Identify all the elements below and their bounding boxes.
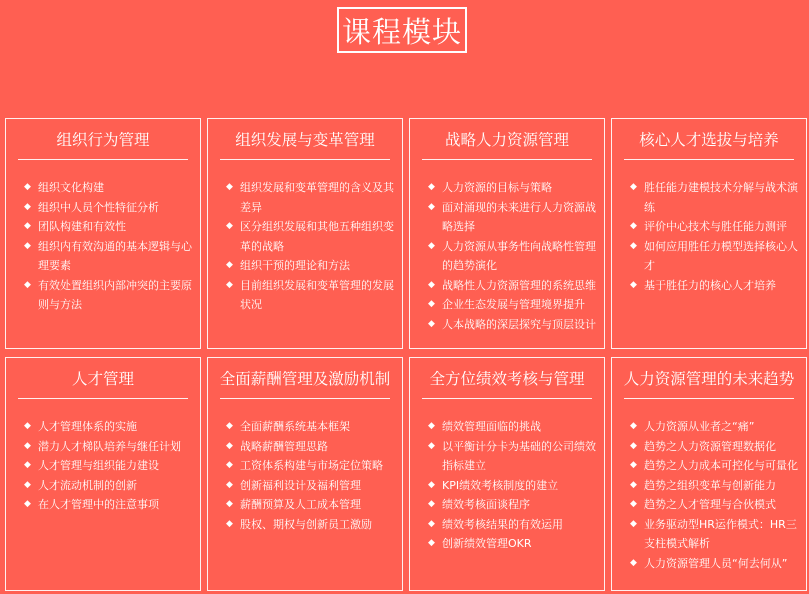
module-item-text: 战略性人力资源管理的系统思维 <box>442 278 596 292</box>
diamond-bullet-icon: ◆ <box>226 460 233 470</box>
diamond-bullet-icon: ◆ <box>226 518 233 529</box>
module-item-text: 面对涌现的未来进行人力资源战略选择 <box>442 200 596 233</box>
module-item-text: 股权、期权与创新员工激励 <box>240 517 372 531</box>
module-item <box>428 237 596 276</box>
module-item-text: 人力资源从事务性向战略性管理的趋势演化 <box>442 239 596 272</box>
module-item <box>226 217 394 256</box>
diamond-bullet-icon: ◆ <box>24 421 31 431</box>
module-item-text: 全面薪酬系统基本框架 <box>240 420 350 433</box>
module-item <box>226 515 394 535</box>
module-item <box>630 417 798 437</box>
module-item-text: 工资体系构建与市场定位策略 <box>240 459 383 472</box>
module-item-text: 人本战略的深层探究与顶层设计 <box>442 317 596 331</box>
module-card-title: 人才管理 <box>18 358 188 399</box>
module-item-text: 人力资源管理人员“何去何从” <box>644 556 788 570</box>
module-item <box>24 437 192 457</box>
module-card <box>409 118 605 349</box>
module-item-text: 人才管理体系的实施 <box>38 420 137 433</box>
module-item-text: 人才管理与组织能力建设 <box>38 459 159 472</box>
module-item-text: 人才流动机制的创新 <box>38 478 137 492</box>
module-item-text: 潜力人才梯队培养与继任计划 <box>38 439 181 453</box>
module-item <box>428 198 596 237</box>
module-item-text: 组织发展和变革管理的含义及其差异 <box>240 181 394 214</box>
diamond-bullet-icon: ◆ <box>24 201 31 212</box>
diamond-bullet-icon: ◆ <box>24 240 31 251</box>
diamond-bullet-icon: ◆ <box>428 279 435 290</box>
diamond-bullet-icon: ◆ <box>630 460 637 470</box>
diamond-bullet-icon: ◆ <box>428 518 435 529</box>
module-item-text: 评价中心技术与胜任能力测评 <box>644 220 787 233</box>
module-item <box>226 495 394 515</box>
module-item-text: 团队构建和有效性 <box>38 220 126 233</box>
module-item-text: 组织内有效沟通的基本逻辑与心理要素 <box>38 239 192 272</box>
module-item <box>24 495 192 515</box>
diamond-bullet-icon: ◆ <box>24 460 31 470</box>
module-item <box>24 178 192 198</box>
module-item <box>428 276 596 296</box>
module-item <box>630 437 798 457</box>
module-item <box>630 495 798 515</box>
diamond-bullet-icon: ◆ <box>24 479 31 490</box>
module-item <box>630 554 798 574</box>
module-card-title: 核心人才选拔与培养 <box>624 119 794 160</box>
module-item <box>630 276 798 296</box>
module-item-text: 区分组织发展和其他五种组织变革的战略 <box>240 220 394 253</box>
module-item <box>24 476 192 496</box>
module-item-text: 组织中人员个性特征分析 <box>38 200 159 214</box>
diamond-bullet-icon: ◆ <box>226 260 233 270</box>
module-item-text: 战略薪酬管理思路 <box>240 439 328 453</box>
module-item <box>428 476 596 496</box>
module-item <box>226 256 394 276</box>
module-item <box>630 456 798 476</box>
module-item <box>428 534 596 554</box>
module-item-list <box>226 178 394 315</box>
diamond-bullet-icon: ◆ <box>24 279 31 290</box>
module-item <box>24 276 192 315</box>
module-card <box>5 357 201 591</box>
diamond-bullet-icon: ◆ <box>428 318 435 329</box>
diamond-bullet-icon: ◆ <box>428 479 435 490</box>
diamond-bullet-icon: ◆ <box>226 279 233 290</box>
diamond-bullet-icon: ◆ <box>630 279 637 290</box>
module-card-title: 组织行为管理 <box>18 119 188 160</box>
module-card <box>5 118 201 349</box>
module-item <box>24 417 192 437</box>
module-item <box>630 476 798 496</box>
module-item <box>630 237 798 276</box>
module-item <box>226 417 394 437</box>
module-item-text: 趋势之组织变革与创新能力 <box>644 478 776 492</box>
module-card <box>207 118 403 349</box>
diamond-bullet-icon: ◆ <box>428 201 435 212</box>
diamond-bullet-icon: ◆ <box>24 182 31 192</box>
module-item-text: 如何应用胜任力模型选择核心人才 <box>644 239 798 272</box>
module-item-text: 有效处置组织内部冲突的主要原则与方法 <box>38 278 192 311</box>
diamond-bullet-icon: ◆ <box>630 518 637 529</box>
module-item <box>226 456 394 476</box>
module-item-text: 组织干预的理论和方法 <box>240 259 350 272</box>
module-item-text: 业务驱动型HR运作模式：HR三支柱模式解析 <box>644 517 797 550</box>
diamond-bullet-icon: ◆ <box>24 221 31 231</box>
course-module-grid <box>5 118 807 591</box>
module-item <box>226 437 394 457</box>
module-item <box>226 276 394 315</box>
diamond-bullet-icon: ◆ <box>226 499 233 509</box>
module-item <box>24 456 192 476</box>
module-item-text: 目前组织发展和变革管理的发展状况 <box>240 278 394 311</box>
module-item-text: KPI绩效考核制度的建立 <box>442 478 559 492</box>
module-item <box>226 178 394 217</box>
diamond-bullet-icon: ◆ <box>226 221 233 231</box>
module-card-title: 战略人力资源管理 <box>422 119 592 160</box>
module-item-text: 绩效考核结果的有效运用 <box>442 517 563 531</box>
module-item-text: 人力资源的目标与策略 <box>442 181 552 194</box>
module-card-title: 全面薪酬管理及激励机制 <box>220 358 390 399</box>
module-item-list <box>428 178 596 334</box>
diamond-bullet-icon: ◆ <box>24 440 31 451</box>
diamond-bullet-icon: ◆ <box>428 240 435 251</box>
module-card-title: 人力资源管理的未来趋势 <box>624 358 794 399</box>
module-item <box>24 217 192 237</box>
module-item-text: 人力资源从业者之“痛” <box>644 420 755 433</box>
diamond-bullet-icon: ◆ <box>226 479 233 490</box>
module-item-text: 绩效考核面谈程序 <box>442 498 530 511</box>
module-card <box>611 357 807 591</box>
module-item <box>630 515 798 554</box>
module-item-list <box>24 417 192 515</box>
module-item-text: 创新绩效管理OKR <box>442 537 532 550</box>
diamond-bullet-icon: ◆ <box>428 182 435 192</box>
module-item-text: 趋势之人才管理与合伙模式 <box>644 498 776 511</box>
module-item-text: 在人才管理中的注意事项 <box>38 498 159 511</box>
module-item <box>226 476 394 496</box>
module-item <box>24 237 192 276</box>
module-item <box>428 315 596 335</box>
diamond-bullet-icon: ◆ <box>226 421 233 431</box>
diamond-bullet-icon: ◆ <box>630 499 637 509</box>
module-item <box>428 417 596 437</box>
page-title: 课程模块 <box>337 7 467 53</box>
diamond-bullet-icon: ◆ <box>630 240 637 251</box>
diamond-bullet-icon: ◆ <box>226 182 233 192</box>
module-item <box>428 178 596 198</box>
module-item-list <box>226 417 394 534</box>
module-item-list <box>428 417 596 554</box>
module-item-list <box>630 417 798 573</box>
module-item <box>24 198 192 218</box>
module-item-text: 薪酬预算及人工成本管理 <box>240 498 361 511</box>
module-item-text: 组织文化构建 <box>38 181 104 194</box>
diamond-bullet-icon: ◆ <box>428 499 435 509</box>
module-card <box>409 357 605 591</box>
diamond-bullet-icon: ◆ <box>428 440 435 451</box>
diamond-bullet-icon: ◆ <box>428 299 435 309</box>
module-item-text: 企业生态发展与管理境界提升 <box>442 298 585 311</box>
diamond-bullet-icon: ◆ <box>24 499 31 509</box>
module-item <box>428 295 596 315</box>
diamond-bullet-icon: ◆ <box>630 479 637 490</box>
diamond-bullet-icon: ◆ <box>428 538 435 548</box>
diamond-bullet-icon: ◆ <box>630 421 637 431</box>
module-item-list <box>24 178 192 315</box>
module-item-text: 基于胜任力的核心人才培养 <box>644 278 776 292</box>
module-item-text: 趋势之人力成本可控化与可量化 <box>644 459 798 472</box>
diamond-bullet-icon: ◆ <box>630 440 637 451</box>
module-item <box>630 217 798 237</box>
diamond-bullet-icon: ◆ <box>630 221 637 231</box>
diamond-bullet-icon: ◆ <box>630 557 637 568</box>
module-item-text: 胜任能力建模技术分解与战术演练 <box>644 181 798 214</box>
module-item-text: 趋势之人力资源管理数据化 <box>644 439 776 453</box>
diamond-bullet-icon: ◆ <box>630 182 637 192</box>
diamond-bullet-icon: ◆ <box>226 440 233 451</box>
module-item <box>428 495 596 515</box>
module-card-title: 全方位绩效考核与管理 <box>422 358 592 399</box>
module-card <box>611 118 807 349</box>
module-item-text: 绩效管理面临的挑战 <box>442 420 541 433</box>
module-card <box>207 357 403 591</box>
module-item <box>428 437 596 476</box>
module-item-text: 以平衡计分卡为基础的公司绩效指标建立 <box>442 439 596 472</box>
module-item <box>428 515 596 535</box>
module-item <box>630 178 798 217</box>
module-item-text: 创新福利设计及福利管理 <box>240 478 361 492</box>
module-card-title: 组织发展与变革管理 <box>220 119 390 160</box>
module-item-list <box>630 178 798 295</box>
diamond-bullet-icon: ◆ <box>428 421 435 431</box>
